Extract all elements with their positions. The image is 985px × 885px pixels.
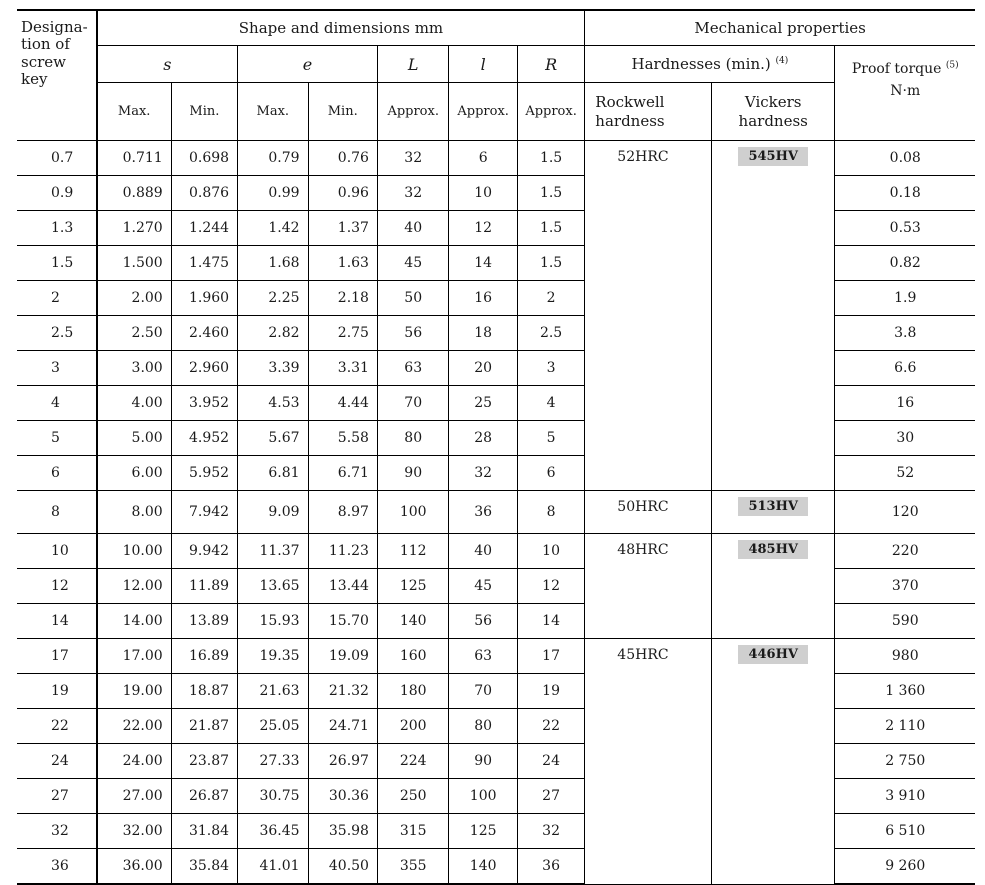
s-max-cell: 12.00 (97, 569, 172, 604)
l-cell: 10 (449, 176, 517, 211)
s-min-cell: 35.84 (171, 849, 237, 885)
R-cell: 1.5 (517, 211, 584, 246)
e-max-cell: 27.33 (238, 744, 308, 779)
proof-torque-cell: 590 (835, 604, 975, 639)
rockwell-hardness-cell: 50HRC (585, 491, 712, 534)
s-min-cell: 1.244 (171, 211, 237, 246)
e-min-header: Min. (308, 83, 377, 141)
s-max-cell: 22.00 (97, 709, 172, 744)
e-max-cell: 11.37 (238, 534, 308, 569)
l-cell: 140 (449, 849, 517, 885)
s-min-cell: 31.84 (171, 814, 237, 849)
L-cell: 45 (377, 246, 448, 281)
s-max-cell: 5.00 (97, 421, 172, 456)
R-cell: 27 (517, 779, 584, 814)
R-cell: 17 (517, 639, 584, 674)
e-min-cell: 30.36 (308, 779, 377, 814)
L-cell: 140 (377, 604, 448, 639)
R-cell: 22 (517, 709, 584, 744)
e-min-cell: 2.18 (308, 281, 377, 316)
proof-torque-note: (5) (945, 60, 959, 71)
designation-cell: 22 (17, 709, 97, 744)
s-max-header: Max. (97, 83, 172, 141)
l-cell: 40 (449, 534, 517, 569)
e-min-cell: 0.76 (308, 141, 377, 176)
designation-cell: 10 (17, 534, 97, 569)
R-cell: 14 (517, 604, 584, 639)
e-max-cell: 2.25 (238, 281, 308, 316)
e-max-cell: 30.75 (238, 779, 308, 814)
designation-cell: 2 (17, 281, 97, 316)
L-cell: 200 (377, 709, 448, 744)
l-cell: 56 (449, 604, 517, 639)
e-max-cell: 13.65 (238, 569, 308, 604)
s-max-cell: 19.00 (97, 674, 172, 709)
hardnesses-header (585, 46, 835, 83)
mechanical-properties-header: Mechanical properties (585, 10, 975, 46)
L-cell: 224 (377, 744, 448, 779)
s-min-cell: 7.942 (171, 491, 237, 534)
vickers-hardness-cell (711, 491, 835, 534)
R-cell: 4 (517, 386, 584, 421)
l-cell: 6 (449, 141, 517, 176)
e-max-cell: 21.63 (238, 674, 308, 709)
l-header: l (449, 46, 517, 83)
s-max-cell: 2.00 (97, 281, 172, 316)
e-max-cell: 0.99 (238, 176, 308, 211)
designation-cell: 32 (17, 814, 97, 849)
s-min-cell: 23.87 (171, 744, 237, 779)
designation-cell: 2.5 (17, 316, 97, 351)
s-min-cell: 4.952 (171, 421, 237, 456)
e-max-cell: 19.35 (238, 639, 308, 674)
e-min-cell: 19.09 (308, 639, 377, 674)
e-max-cell: 6.81 (238, 456, 308, 491)
R-cell: 12 (517, 569, 584, 604)
shape-dimensions-header: Shape and dimensions mm (97, 10, 585, 46)
s-min-cell: 9.942 (171, 534, 237, 569)
designation-cell: 24 (17, 744, 97, 779)
s-max-cell: 1.500 (97, 246, 172, 281)
e-header: e (238, 46, 378, 83)
designation-cell: 0.9 (17, 176, 97, 211)
designation-cell: 5 (17, 421, 97, 456)
e-max-cell: 15.93 (238, 604, 308, 639)
R-cell: 2 (517, 281, 584, 316)
designation-cell: 8 (17, 491, 97, 534)
e-max-cell: 5.67 (238, 421, 308, 456)
e-min-cell: 3.31 (308, 351, 377, 386)
L-cell: 112 (377, 534, 448, 569)
proof-torque-cell: 1 360 (835, 674, 975, 709)
s-max-cell: 17.00 (97, 639, 172, 674)
s-min-cell: 21.87 (171, 709, 237, 744)
e-max-cell: 25.05 (238, 709, 308, 744)
l-cell: 14 (449, 246, 517, 281)
s-min-cell: 5.952 (171, 456, 237, 491)
proof-torque-unit: N·m (890, 83, 921, 100)
proof-torque-cell: 52 (835, 456, 975, 491)
L-cell: 63 (377, 351, 448, 386)
designation-cell: 4 (17, 386, 97, 421)
e-min-cell: 5.58 (308, 421, 377, 456)
R-cell: 19 (517, 674, 584, 709)
R-cell: 1.5 (517, 246, 584, 281)
L-cell: 100 (377, 491, 448, 534)
table-row (17, 491, 975, 534)
e-max-cell: 2.82 (238, 316, 308, 351)
R-header: R (517, 46, 584, 83)
s-min-cell: 2.460 (171, 316, 237, 351)
s-max-cell: 0.889 (97, 176, 172, 211)
e-max-header: Max. (238, 83, 308, 141)
vickers-hardness-badge: 545HV (738, 147, 808, 166)
l-cell: 28 (449, 421, 517, 456)
s-min-cell: 11.89 (171, 569, 237, 604)
L-cell: 125 (377, 569, 448, 604)
e-min-cell: 13.44 (308, 569, 377, 604)
l-approx-header: Approx. (449, 83, 517, 141)
rockwell-hardness-cell: 48HRC (585, 534, 712, 639)
e-max-cell: 9.09 (238, 491, 308, 534)
e-min-cell: 24.71 (308, 709, 377, 744)
designation-cell: 12 (17, 569, 97, 604)
s-min-cell: 3.952 (171, 386, 237, 421)
proof-torque-cell: 0.18 (835, 176, 975, 211)
e-min-cell: 8.97 (308, 491, 377, 534)
proof-torque-cell: 980 (835, 639, 975, 674)
vickers-header: Vickers hardness (711, 83, 835, 141)
designation-cell: 27 (17, 779, 97, 814)
e-max-cell: 1.42 (238, 211, 308, 246)
s-max-cell: 24.00 (97, 744, 172, 779)
e-min-cell: 4.44 (308, 386, 377, 421)
L-cell: 250 (377, 779, 448, 814)
designation-cell: 6 (17, 456, 97, 491)
R-cell: 1.5 (517, 176, 584, 211)
designation-cell: 14 (17, 604, 97, 639)
L-cell: 315 (377, 814, 448, 849)
s-max-cell: 6.00 (97, 456, 172, 491)
proof-torque-cell: 2 750 (835, 744, 975, 779)
e-min-cell: 40.50 (308, 849, 377, 885)
table-row (17, 639, 975, 674)
proof-torque-cell: 3 910 (835, 779, 975, 814)
proof-torque-cell: 2 110 (835, 709, 975, 744)
R-cell: 8 (517, 491, 584, 534)
table-row (17, 141, 975, 176)
l-cell: 90 (449, 744, 517, 779)
e-min-cell: 0.96 (308, 176, 377, 211)
proof-torque-cell: 0.53 (835, 211, 975, 246)
e-max-cell: 36.45 (238, 814, 308, 849)
R-cell: 5 (517, 421, 584, 456)
L-cell: 40 (377, 211, 448, 246)
s-max-cell: 1.270 (97, 211, 172, 246)
l-cell: 20 (449, 351, 517, 386)
L-cell: 32 (377, 141, 448, 176)
s-min-cell: 13.89 (171, 604, 237, 639)
R-cell: 24 (517, 744, 584, 779)
R-approx-header: Approx. (517, 83, 584, 141)
l-cell: 18 (449, 316, 517, 351)
proof-torque-cell: 6 510 (835, 814, 975, 849)
e-min-cell: 35.98 (308, 814, 377, 849)
hardnesses-note: (4) (775, 56, 789, 66)
s-min-cell: 16.89 (171, 639, 237, 674)
designation-header: Designa-tion of screw key (17, 10, 97, 141)
L-cell: 80 (377, 421, 448, 456)
R-cell: 2.5 (517, 316, 584, 351)
s-min-cell: 1.475 (171, 246, 237, 281)
e-min-cell: 6.71 (308, 456, 377, 491)
proof-torque-cell: 370 (835, 569, 975, 604)
s-max-cell: 10.00 (97, 534, 172, 569)
designation-cell: 0.7 (17, 141, 97, 176)
R-cell: 3 (517, 351, 584, 386)
R-cell: 1.5 (517, 141, 584, 176)
L-cell: 32 (377, 176, 448, 211)
e-max-cell: 41.01 (238, 849, 308, 885)
e-min-cell: 21.32 (308, 674, 377, 709)
e-min-cell: 15.70 (308, 604, 377, 639)
l-cell: 70 (449, 674, 517, 709)
e-max-cell: 3.39 (238, 351, 308, 386)
screw-key-spec-table (17, 9, 975, 885)
proof-torque-cell: 9 260 (835, 849, 975, 885)
L-header: L (377, 46, 448, 83)
proof-torque-cell: 3.8 (835, 316, 975, 351)
designation-cell: 3 (17, 351, 97, 386)
L-cell: 70 (377, 386, 448, 421)
designation-cell: 19 (17, 674, 97, 709)
e-min-cell: 2.75 (308, 316, 377, 351)
proof-torque-cell: 120 (835, 491, 975, 534)
l-cell: 25 (449, 386, 517, 421)
L-cell: 160 (377, 639, 448, 674)
s-max-cell: 32.00 (97, 814, 172, 849)
R-cell: 10 (517, 534, 584, 569)
vickers-hardness-badge: 513HV (738, 497, 808, 516)
L-cell: 50 (377, 281, 448, 316)
l-cell: 125 (449, 814, 517, 849)
s-min-cell: 2.960 (171, 351, 237, 386)
R-cell: 32 (517, 814, 584, 849)
L-cell: 355 (377, 849, 448, 885)
l-cell: 36 (449, 491, 517, 534)
s-max-cell: 4.00 (97, 386, 172, 421)
vickers-hardness-cell (711, 639, 835, 885)
L-approx-header: Approx. (377, 83, 448, 141)
s-max-cell: 8.00 (97, 491, 172, 534)
e-min-cell: 11.23 (308, 534, 377, 569)
s-min-header: Min. (171, 83, 237, 141)
proof-torque-header (835, 46, 975, 141)
l-cell: 12 (449, 211, 517, 246)
s-header: s (97, 46, 238, 83)
l-cell: 45 (449, 569, 517, 604)
e-min-cell: 1.63 (308, 246, 377, 281)
rockwell-hardness-cell: 52HRC (585, 141, 712, 491)
proof-torque-cell: 6.6 (835, 351, 975, 386)
s-min-cell: 26.87 (171, 779, 237, 814)
vickers-hardness-badge: 446HV (738, 645, 808, 664)
s-max-cell: 0.711 (97, 141, 172, 176)
R-cell: 36 (517, 849, 584, 885)
s-max-cell: 27.00 (97, 779, 172, 814)
L-cell: 90 (377, 456, 448, 491)
s-min-cell: 0.876 (171, 176, 237, 211)
proof-torque-label: Proof torque (851, 61, 942, 77)
proof-torque-cell: 220 (835, 534, 975, 569)
table-body (17, 141, 975, 885)
L-cell: 56 (377, 316, 448, 351)
designation-cell: 36 (17, 849, 97, 885)
vickers-hardness-cell (711, 534, 835, 639)
l-cell: 63 (449, 639, 517, 674)
designation-cell: 17 (17, 639, 97, 674)
e-min-cell: 1.37 (308, 211, 377, 246)
l-cell: 100 (449, 779, 517, 814)
s-min-cell: 0.698 (171, 141, 237, 176)
s-min-cell: 18.87 (171, 674, 237, 709)
proof-torque-cell: 30 (835, 421, 975, 456)
s-max-cell: 2.50 (97, 316, 172, 351)
l-cell: 80 (449, 709, 517, 744)
L-cell: 180 (377, 674, 448, 709)
proof-torque-cell: 0.08 (835, 141, 975, 176)
proof-torque-cell: 16 (835, 386, 975, 421)
designation-cell: 1.5 (17, 246, 97, 281)
s-min-cell: 1.960 (171, 281, 237, 316)
l-cell: 16 (449, 281, 517, 316)
l-cell: 32 (449, 456, 517, 491)
rockwell-header: Rockwell hardness (585, 83, 712, 141)
rockwell-hardness-cell: 45HRC (585, 639, 712, 885)
hardnesses-label: Hardnesses (min.) (631, 55, 771, 73)
proof-torque-cell: 0.82 (835, 246, 975, 281)
e-max-cell: 1.68 (238, 246, 308, 281)
designation-cell: 1.3 (17, 211, 97, 246)
s-max-cell: 3.00 (97, 351, 172, 386)
s-max-cell: 14.00 (97, 604, 172, 639)
e-max-cell: 0.79 (238, 141, 308, 176)
R-cell: 6 (517, 456, 584, 491)
e-max-cell: 4.53 (238, 386, 308, 421)
proof-torque-cell: 1.9 (835, 281, 975, 316)
vickers-hardness-badge: 485HV (738, 540, 808, 559)
s-max-cell: 36.00 (97, 849, 172, 885)
table-row (17, 534, 975, 569)
vickers-hardness-cell (711, 141, 835, 491)
e-min-cell: 26.97 (308, 744, 377, 779)
